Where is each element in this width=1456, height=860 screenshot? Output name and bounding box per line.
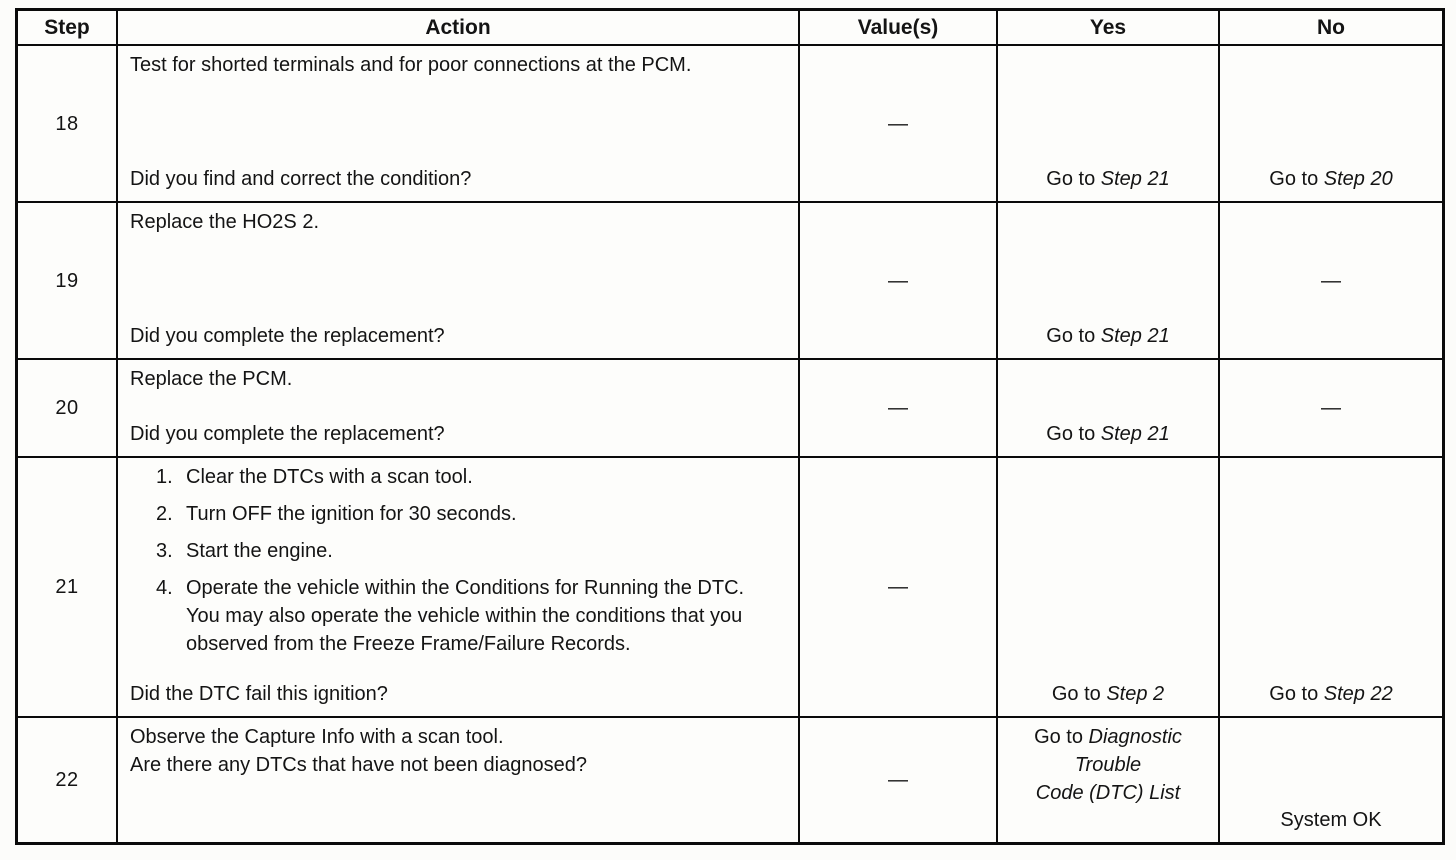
list-item-number: 3.: [156, 540, 173, 562]
action-cell: [118, 458, 798, 716]
header-yes: Yes: [998, 11, 1218, 44]
action-text: Replace the HO2S 2.: [130, 211, 319, 233]
yes-goto: [1046, 165, 1169, 193]
no-cell: [1220, 46, 1442, 201]
header-no: No: [1220, 11, 1442, 44]
goto-prefix: Go to: [1046, 423, 1101, 445]
no-cell: [1220, 360, 1442, 456]
no-dash: —: [1321, 397, 1341, 419]
list-item-number: 2.: [156, 503, 173, 525]
yes-goto: [1036, 779, 1180, 807]
action-cell: [118, 360, 798, 456]
action-text: Observe the Capture Info with a scan tool.: [130, 726, 504, 748]
goto-target: Trouble: [1074, 754, 1142, 776]
step-number: 19: [18, 203, 116, 358]
value-dash: —: [888, 769, 908, 791]
goto-prefix: Go to: [1046, 325, 1101, 347]
list-item-number: 1.: [156, 466, 173, 488]
diagnostic-table: [15, 8, 1445, 845]
goto-target: Diagnostic: [1088, 726, 1182, 748]
goto-target: Step 21: [1100, 423, 1170, 445]
action-numbered-list: [130, 463, 786, 658]
action-text: Replace the PCM.: [130, 368, 293, 390]
header-values: Value(s): [800, 11, 996, 44]
goto-prefix: Go to: [1269, 168, 1324, 190]
yes-cell: [998, 46, 1218, 201]
step-number: 18: [18, 46, 116, 201]
step-number: 21: [18, 458, 116, 716]
goto-target: Step 21: [1100, 168, 1170, 190]
no-cell: [1220, 458, 1442, 716]
list-item: [156, 463, 786, 491]
value-cell: [800, 360, 996, 456]
goto-prefix: Go to: [1051, 683, 1107, 705]
list-item-text: Operate the vehicle within the Conditions for Running the DTC. You may also operate the vehicle within the conditions that you observed from the Freeze Frame/Failure Records.: [186, 577, 745, 655]
goto-target: Step 22: [1323, 683, 1393, 705]
yes-goto: [1034, 723, 1182, 751]
no-cell: [1220, 718, 1442, 842]
value-cell: [800, 203, 996, 358]
list-item: [156, 537, 786, 565]
step-number: 22: [18, 718, 116, 842]
action-cell: [118, 718, 798, 842]
list-item-text: Turn OFF the ignition for 30 seconds.: [186, 503, 517, 525]
value-dash: —: [888, 576, 908, 598]
no-result-text: System OK: [1280, 809, 1382, 831]
yes-goto: [1046, 420, 1169, 448]
action-cell: [118, 46, 798, 201]
goto-target: Step 20: [1323, 168, 1393, 190]
value-dash: —: [888, 397, 908, 419]
no-result: [1280, 806, 1381, 834]
yes-cell: [998, 718, 1218, 842]
header-step: Step: [18, 11, 116, 44]
no-dash: —: [1321, 269, 1341, 292]
value-cell: [800, 458, 996, 716]
list-item-number: 4.: [156, 577, 173, 599]
header-action: Action: [118, 11, 798, 44]
action-cell: [118, 203, 798, 358]
list-item: [156, 500, 786, 528]
value-dash: —: [888, 112, 908, 135]
value-cell: [800, 46, 996, 201]
yes-goto: [1052, 680, 1164, 708]
list-item-text: Clear the DTCs with a scan tool.: [186, 466, 473, 488]
yes-goto: [1075, 751, 1141, 779]
action-question: Did you complete the replacement?: [130, 423, 445, 445]
value-dash: —: [888, 269, 908, 292]
yes-goto: [1046, 322, 1169, 350]
action-question: Did you find and correct the condition?: [130, 168, 472, 190]
yes-cell: [998, 203, 1218, 358]
action-text: Test for shorted terminals and for poor connections at the PCM.: [130, 54, 692, 76]
yes-cell: [998, 458, 1218, 716]
action-question: Are there any DTCs that have not been diagnosed?: [130, 754, 587, 776]
goto-prefix: Go to: [1269, 683, 1324, 705]
action-question: Did the DTC fail this ignition?: [130, 683, 388, 705]
no-cell: [1220, 203, 1442, 358]
yes-cell: [998, 360, 1218, 456]
goto-target: Code (DTC) List: [1035, 782, 1181, 804]
goto-prefix: Go to: [1046, 168, 1101, 190]
goto-target: Step 21: [1100, 325, 1170, 347]
goto-target: Step 2: [1106, 683, 1165, 705]
list-item: [156, 574, 786, 658]
goto-prefix: Go to: [1034, 726, 1089, 748]
no-goto: [1269, 680, 1392, 708]
value-cell: [800, 718, 996, 842]
no-goto: [1269, 165, 1392, 193]
action-question: Did you complete the replacement?: [130, 325, 445, 347]
step-number: 20: [18, 360, 116, 456]
list-item-text: Start the engine.: [186, 540, 333, 562]
